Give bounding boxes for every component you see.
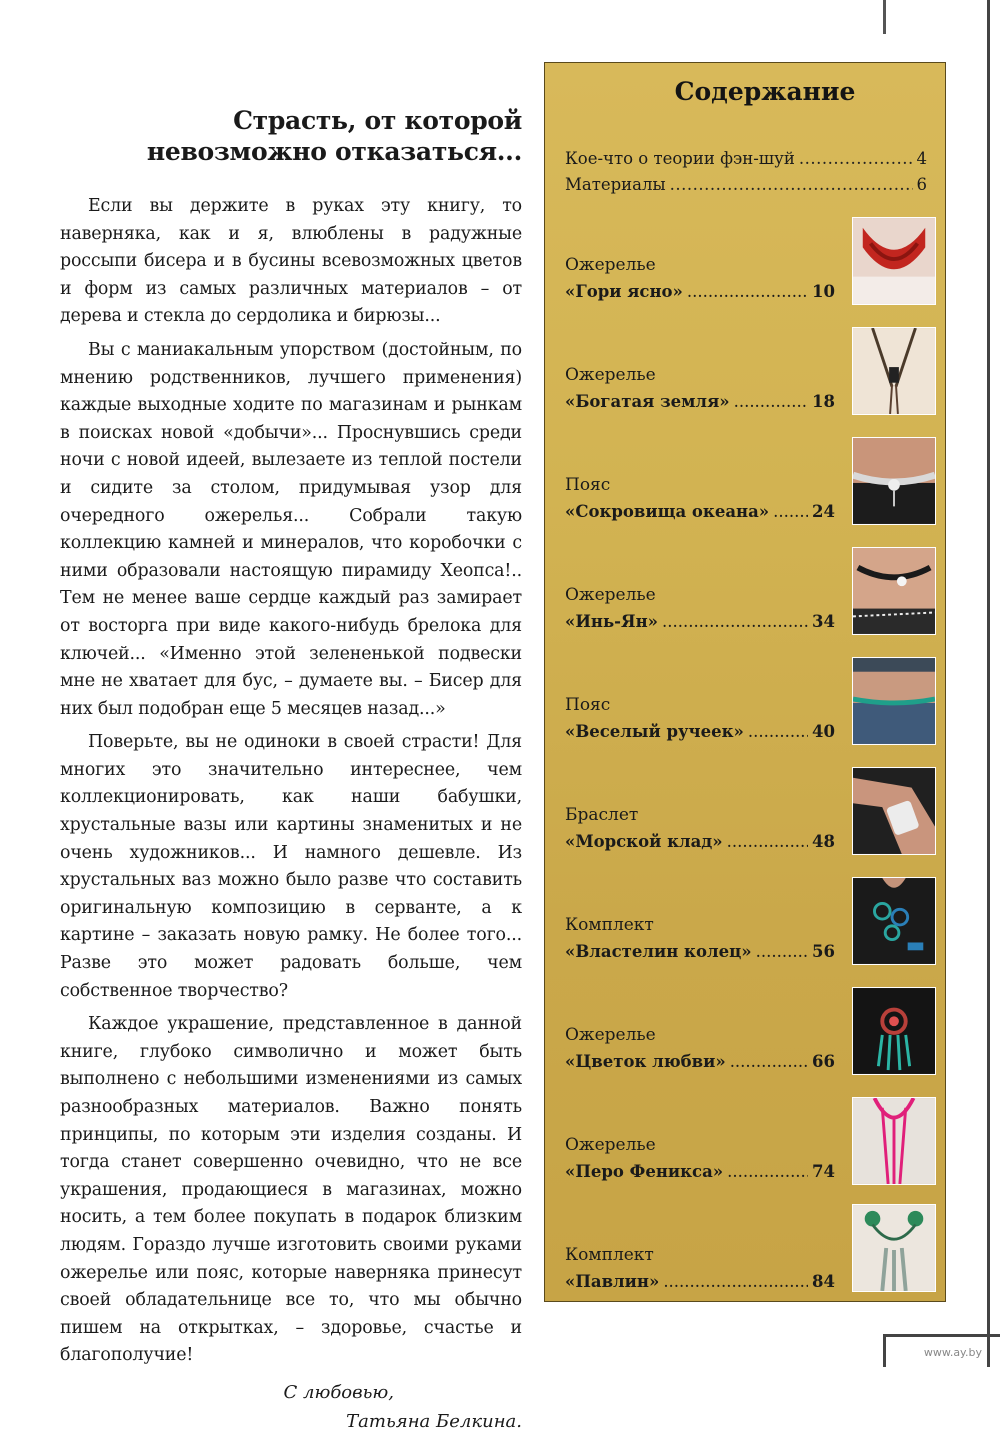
toc-entry-category: Ожерелье [565, 255, 656, 275]
toc-entry-category: Ожерелье [565, 1135, 656, 1155]
turquoise-belt-icon [852, 657, 936, 745]
white-bracelet-icon [852, 767, 936, 855]
toc-entry-title: «Властелин колец» [565, 942, 752, 961]
toc-page-number: 66 [812, 1052, 835, 1071]
toc-entry-category: Комплект [565, 915, 654, 935]
toc-page-number: 4 [916, 149, 927, 168]
watermark: www.ay.by [923, 1346, 982, 1359]
toc-entry[interactable] [565, 1161, 835, 1183]
pink-feather-necklace-icon [852, 1097, 936, 1185]
toc-heading: Содержание [674, 77, 856, 106]
table-of-contents [544, 62, 946, 1302]
toc-entry-title: «Сокровища океана» [565, 502, 770, 521]
toc-entry-title: «Инь-Ян» [565, 612, 658, 631]
toc-entry-title: «Гори ясно» [565, 282, 683, 301]
toc-item-label: Материалы [565, 175, 666, 194]
foreword-paragraph: Если вы держите в руках эту книгу, то наверняка, как и я, влюблены в радужные россыпи бисера и в бусины всевозможных цветов и форм из самых различных материалов – от дерева и стекла до сердолика и бирюзы... [60, 196, 522, 327]
toc-entry[interactable] [565, 1051, 835, 1073]
toc-entry-category: Ожерелье [565, 1025, 656, 1045]
peacock-feather-set-icon [852, 1204, 936, 1292]
toc-intro-item[interactable] [565, 174, 927, 196]
toc-page-number: 74 [812, 1162, 835, 1181]
red-collar-necklace-icon [852, 217, 936, 305]
toc-entry[interactable] [565, 1271, 835, 1293]
toc-entry[interactable] [565, 941, 835, 963]
toc-entry[interactable] [565, 391, 835, 413]
toc-page-number: 34 [812, 612, 835, 631]
toc-page-number: 24 [812, 502, 835, 521]
dot-leader [663, 1271, 808, 1293]
bottom-rule-vertical [883, 1334, 886, 1367]
foreword-title: Страсть, от которой невозможно отказаться... [146, 106, 522, 166]
dot-leader [727, 1161, 808, 1183]
toc-entry-category: Ожерелье [565, 365, 656, 385]
beaded-flower-necklace-icon [852, 987, 936, 1075]
foreword-paragraph: Вы с маниакальным упорством (достойным, по мнению родственников, лучшего применения) каждые выходные ходите по магазинам и рынкам в поисках новой «добычи»... Проснувшись среди ночи с новой идеей, вылезаете из теплой постели и сидите за столом, придумывая узор для очередного ожерелья... Собрали такую коллекцию камней и минералов, что коробочки с ними образовали настоящую пирамиду Хеопса!.. Тем не менее ваше сердце каждый раз замирает от восторга при виде какого-нибудь брелока для ключей... «Именно этой зелененькой подвески мне не хватает для бус, – думаете вы. – Бисер для них был подобран еще 5 месяцев назад...» [60, 339, 522, 719]
toc-page-number: 84 [812, 1272, 835, 1291]
dot-leader [773, 501, 808, 523]
toc-page-number: 10 [812, 282, 835, 301]
dot-leader [748, 721, 808, 743]
dot-leader [727, 831, 808, 853]
toc-item-label: Кое-что о теории фэн-шуй [565, 149, 795, 168]
toc-entry[interactable] [565, 721, 835, 743]
bottom-rule [883, 1334, 1000, 1337]
toc-entry[interactable] [565, 611, 835, 633]
dot-leader [734, 391, 808, 413]
toc-entry[interactable] [565, 281, 835, 303]
silver-belt-icon [852, 437, 936, 525]
toc-page-number: 48 [812, 832, 835, 851]
toc-entry-title: «Морской клад» [565, 832, 723, 851]
dot-leader [670, 174, 913, 196]
foreword-paragraph: Каждое украшение, представленное в данной книге, глубоко символично и может быть выполнено с небольшими изменениями из самых разнообразных материалов. Важно понять принципы, по которым эти изделия созданы. И тогда станет совершенно очевидно, что не все украшения, продающиеся в магазинах, можно носить, а тем более покупать в подарок близким людям. Гораздо лучше изготовить своими руками ожерелье или пояс, которые наверняка принесут своей обладательнице все то, что мы обычно пишем на открытках, – здоровье, счастье и благополучие! [60, 1014, 522, 1366]
toc-entry[interactable] [565, 831, 835, 853]
signature [60, 1378, 522, 1436]
toc-entry-category: Комплект [565, 1245, 654, 1265]
dot-leader [756, 941, 808, 963]
dot-leader [687, 281, 808, 303]
teal-ring-set-icon [852, 877, 936, 965]
page-edge-rule [987, 0, 990, 1367]
toc-entry[interactable] [565, 501, 835, 523]
toc-intro-item[interactable] [565, 148, 927, 170]
toc-entry-title: «Павлин» [565, 1272, 660, 1291]
toc-page-number: 56 [812, 942, 835, 961]
toc-page-number: 40 [812, 722, 835, 741]
toc-entry-category: Ожерелье [565, 585, 656, 605]
toc-entry-title: «Богатая земля» [565, 392, 730, 411]
toc-entry-title: «Веселый ручеек» [565, 722, 744, 741]
toc-entry-category: Пояс [565, 475, 611, 495]
foreword-paragraph: Поверьте, вы не одиноки в своей страсти! Для многих это значительно интереснее, чем коллекционировать, как наши бабушки, хрустальные вазы или картины знаменитых и не очень художников... И намного дешевле. Из хрустальных ваз можно было разве что составить оригинальную композицию в серванте, а к картине – заказать новую рамку. Не более того... Разве это может радовать больше, чем собственное творчество? [60, 732, 522, 1001]
foreword [60, 105, 522, 1436]
dot-leader [730, 1051, 808, 1073]
toc-entry-title: «Перо Феникса» [565, 1162, 724, 1181]
long-bead-necklace-icon [852, 327, 936, 415]
toc-page-number: 18 [812, 392, 835, 411]
choker-icon [852, 547, 936, 635]
toc-page-number: 6 [916, 175, 927, 194]
toc-entry-title: «Цветок любви» [565, 1052, 726, 1071]
toc-entry-category: Браслет [565, 805, 639, 825]
toc-entry-category: Пояс [565, 695, 611, 715]
signature-salutation: С любовью, [283, 1381, 394, 1403]
signature-author: Татьяна Белкина. [346, 1410, 522, 1432]
corner-line [883, 0, 886, 34]
dot-leader [799, 148, 913, 170]
dot-leader [662, 611, 808, 633]
